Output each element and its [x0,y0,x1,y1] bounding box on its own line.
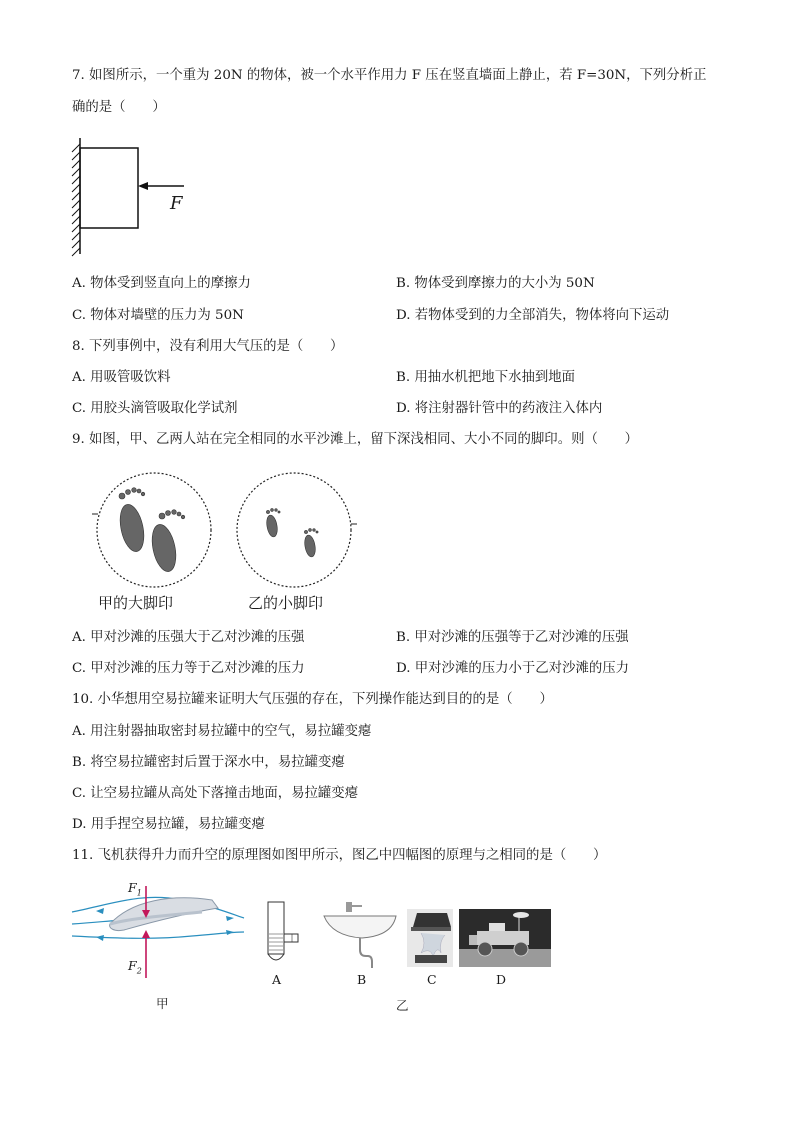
q11-figure-d-rover [459,909,551,967]
q11-f1-label: $F_1$ [128,880,142,898]
q10-option-d[interactable]: D. 用手捏空易拉罐，易拉罐变瘪 [72,817,265,832]
q9-option-b[interactable]: B. 甲对沙滩的压强等于乙对沙滩的压强 [396,630,629,645]
q10-option-c[interactable]: C. 让空易拉罐从高处下落撞击地面，易拉罐变瘪 [72,786,359,801]
q11-figure-b-sink [322,900,402,970]
q8-stem: 8. 下列事例中，没有利用大气压的是（ ） [72,339,344,354]
q7-wall-block-figure [78,138,208,258]
q8-option-a[interactable]: A. 用吸管吸饮料 [72,370,171,385]
q9-option-d[interactable]: D. 甲对沙滩的压力小于乙对沙滩的压力 [396,661,630,676]
q7-option-b[interactable]: B. 物体受到摩擦力的大小为 50N [396,276,595,291]
q8-option-b[interactable]: B. 用抽水机把地下水抽到地面 [396,370,576,385]
q7-option-c[interactable]: C. 物体对墙壁的压力为 50N [72,308,244,323]
q11-wing-lift-figure [72,878,252,988]
q11-label-yi: 乙 [396,998,409,1013]
q7-force-label: F [170,193,183,214]
q7-stem-line2: 确的是（ ） [72,100,166,115]
q7-stem-line1: 7. 如图所示，一个重为 20N 的物体，被一个水平作用力 F 压在竖直墙面上静止，若 F=30N，下列分析正 [72,68,707,83]
q8-option-d[interactable]: D. 将注射器针管中的药液注入体内 [396,401,603,416]
q11-label-a: A [272,972,282,987]
q11-f2-label: $F_2$ [128,958,142,976]
q9-option-c[interactable]: C. 甲对沙滩的压力等于乙对沙滩的压力 [72,661,305,676]
q7-option-a[interactable]: A. 物体受到竖直向上的摩擦力 [72,276,251,291]
q11-label-c: C [427,972,437,987]
q11-label-jia: 甲 [156,996,169,1011]
q11-figure-a-tube [262,900,312,970]
q9-stem: 9. 如图，甲、乙两人站在完全相同的水平沙滩上，留下深浅相同、大小不同的脚印。则（ ） [72,432,639,447]
q11-stem: 11. 飞机获得升力而升空的原理图如图甲所示，图乙中四幅图的原理与之相同的是（ ） [72,848,607,863]
q10-stem: 10. 小华想用空易拉罐来证明大气压强的存在，下列操作能达到目的的是（ ） [72,692,553,707]
q11-label-b: B [357,972,367,987]
q11-label-d: D [496,972,507,987]
q10-option-a[interactable]: A. 用注射器抽取密封易拉罐中的空气，易拉罐变瘪 [72,724,372,739]
q8-option-c[interactable]: C. 用胶头滴管吸取化学试剂 [72,401,238,416]
q9-caption-left: 甲的大脚印 [98,594,174,612]
q11-figure-c-range-hood [407,909,453,967]
q7-option-d[interactable]: D. 若物体受到的力全部消失，物体将向下运动 [396,308,670,323]
q9-option-a[interactable]: A. 甲对沙滩的压强大于乙对沙滩的压强 [72,630,305,645]
q9-caption-right: 乙的小脚印 [248,594,324,612]
q9-footprints-figure [92,470,372,600]
q10-option-b[interactable]: B. 将空易拉罐密封后置于深水中，易拉罐变瘪 [72,755,345,770]
